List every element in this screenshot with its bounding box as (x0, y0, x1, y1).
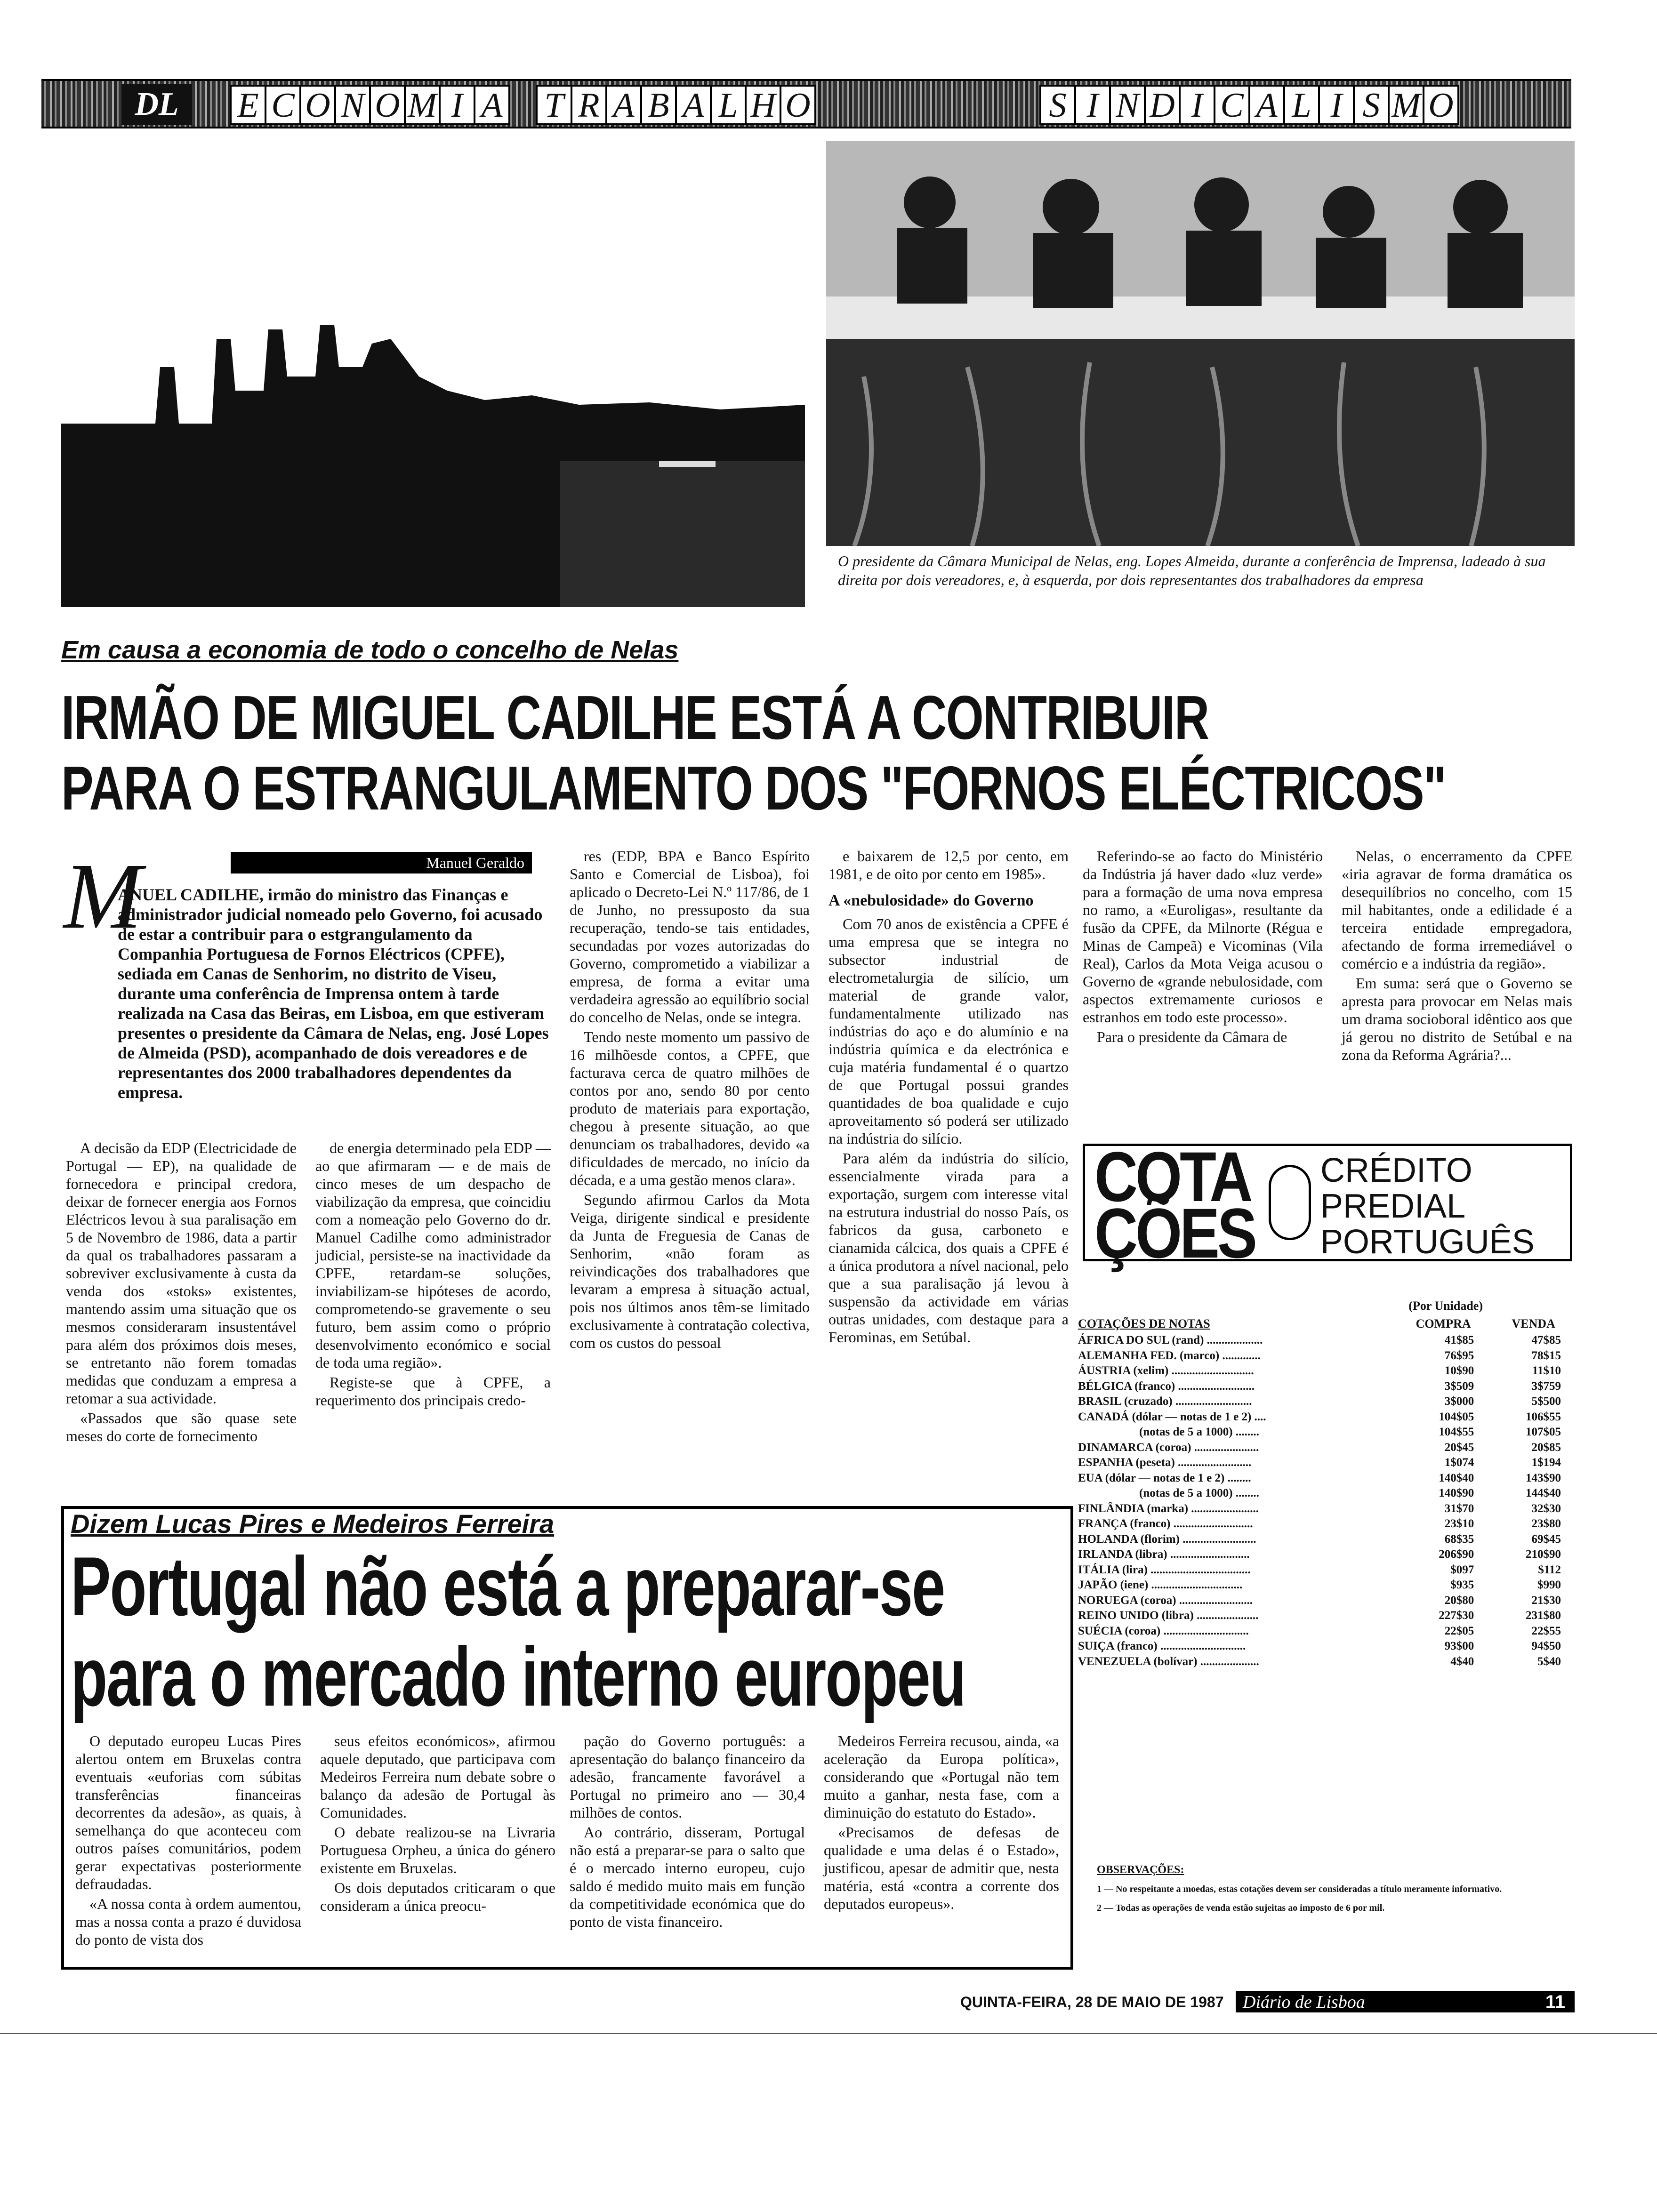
header-sell: VENDA (1512, 1317, 1555, 1330)
headline-line-1: IRMÃO DE MIGUEL CADILHE ESTÁ A CONTRIBUIR (61, 683, 1209, 752)
page-footer (960, 1991, 1575, 2012)
bank-name (1320, 1153, 1535, 1260)
column-paragraph: A decisão da EDP (Electricidade de Portugal — EP), na qualidade de fornecedora e principal credora, deixar de fornecer energia aos Fornos Eléctricos levou à sua paralisação em 5 de Novembro de 1986, data a partir da qual os trabalhadores passaram a sobreviver exclusivamente à custa da venda dos «stoks» existentes, mantendo assim uma situação que os mesmos consideraram insustentável para além dos próximos dois meses, se entretanto não forem tomadas medidas que conduzam a empresa a retomar a sua actividade. (66, 1139, 297, 1407)
table-row (1078, 1471, 1577, 1486)
currency-cell: (notas de 5 a 1000) ........ (1139, 1487, 1259, 1499)
buy-cell: 3$509 (1444, 1379, 1474, 1393)
table-row (1078, 1639, 1577, 1654)
article1-column-1 (66, 1139, 297, 1447)
currency-cell: HOLANDA (florim) ......................... (1078, 1532, 1256, 1546)
buy-cell: $097 (1450, 1563, 1474, 1576)
sell-cell: 47$85 (1531, 1334, 1561, 1346)
sell-cell: 5$40 (1537, 1655, 1561, 1668)
currency-cell: ÁFRICA DO SUL (rand) ................... (1078, 1334, 1263, 1346)
banner-letter: T (536, 85, 572, 125)
banner-letter: L (1283, 85, 1320, 125)
sell-cell: 32$30 (1531, 1502, 1561, 1515)
column-paragraph: Para o presidente da Câmara de (1097, 1028, 1287, 1045)
table-row (1078, 1624, 1577, 1639)
table-row (1078, 1593, 1577, 1609)
sell-cell: 3$759 (1531, 1379, 1561, 1393)
currency-cell: EUA (dólar — notas de 1 e 2) ........ (1078, 1471, 1251, 1484)
column-paragraph: seus efeitos económicos», afirmou aquele deputado, que participava com Medeiros Ferreira num debate sobre o balanço da adesão de Portugal às Comunidades. (320, 1732, 555, 1821)
buy-cell: 23$10 (1444, 1517, 1474, 1530)
sell-cell: 20$85 (1531, 1441, 1561, 1454)
newspaper-logo: DL (121, 84, 192, 125)
banner-letter: R (571, 85, 607, 125)
sell-cell: 94$50 (1531, 1640, 1561, 1652)
observations-title: OBSERVAÇÕES: (1097, 1864, 1184, 1876)
table-row (1078, 1363, 1577, 1379)
sell-cell: 5$500 (1531, 1395, 1561, 1408)
sell-cell: $990 (1537, 1579, 1561, 1591)
buy-cell: 20$45 (1444, 1441, 1474, 1454)
article1-column-2 (315, 1139, 551, 1411)
currency-cell: CANADÁ (dólar — notas de 1 e 2) .... (1078, 1410, 1266, 1423)
buy-cell: 206$90 (1439, 1548, 1474, 1561)
currency-cell: ALEMANHA FED. (marco) ............. (1078, 1349, 1261, 1362)
currency-cell: SUIÇA (franco) ............................. (1078, 1640, 1246, 1652)
page-number: 11 (1545, 1992, 1565, 2012)
article1-column-4 (828, 847, 1069, 1348)
currency-cell: IRLANDA (libra) ........................... (1078, 1548, 1250, 1561)
banner-letter: N (1109, 85, 1146, 125)
banner-letter: I (1318, 85, 1355, 125)
buy-cell: 10$90 (1444, 1364, 1474, 1377)
currency-cell: FINLÂNDIA (marka) ....................... (1078, 1502, 1259, 1515)
column-paragraph: Em suma: será que o Governo se apresta para provocar em Nelas mais um drama socioboral idêntico aos que já gerou no distrito de Setúbal e na zona da Reforma Agrária?... (1342, 975, 1572, 1063)
section-word-economia (230, 85, 508, 125)
currency-cell: VENEZUELA (bolívar) .................... (1078, 1655, 1259, 1668)
bottom-rule (0, 2033, 1657, 2034)
bank-name-line-2: PREDIAL (1320, 1187, 1466, 1225)
buy-cell: 140$40 (1439, 1471, 1474, 1484)
currency-cell: SUÉCIA (coroa) ............................. (1078, 1624, 1249, 1637)
sell-cell: $112 (1538, 1563, 1561, 1576)
factory-photo (61, 282, 805, 607)
currency-cell: JAPÃO (iene) ............................... (1078, 1579, 1243, 1591)
sell-cell: 106$55 (1526, 1410, 1561, 1423)
table-row (1078, 1348, 1577, 1364)
currency-cell: ÁUSTRIA (xelim) ............................ (1078, 1364, 1254, 1377)
buy-cell: 3$000 (1444, 1395, 1474, 1408)
buy-cell: 76$95 (1444, 1349, 1474, 1362)
column-paragraph: pação do Governo português: a apresentação do balanço financeiro da adesão, francamente favorável a Portugal no primeiro ano — 30,4 milhões de contos. (570, 1732, 805, 1821)
currency-cell: ITÁLIA (lira) .................................. (1078, 1563, 1251, 1576)
column-paragraph: «Passados que são quase sete meses do corte de fornecimento (66, 1410, 297, 1444)
table-row (1078, 1578, 1577, 1593)
column-paragraph: Os dois deputados criticaram o que consideram a única preocu- (320, 1879, 555, 1914)
section-word-sindicalismo (1039, 85, 1457, 125)
column-paragraph: Segundo afirmou Carlos da Mota Veiga, dirigente sindical e presidente da Junta de Freguesia de Canas de Senhorim, «não foram as reivindicações dos trabalhadores que levaram a empresa à situação actual, pois nos últimos anos têm-se limitado exclusivamente à contratação colectiva, com os custos do pessoal (570, 1191, 810, 1351)
headline-line-1: Portugal não está a preparar-se (71, 1539, 945, 1633)
press-conference-photo (826, 141, 1575, 546)
buy-cell: 93$00 (1444, 1640, 1474, 1652)
section-word-trabalho (536, 85, 814, 125)
column-paragraph: O debate realizou-se na Livraria Portuguesa Orpheu, a única do género existente em Bruxelas. (320, 1824, 555, 1876)
table-row (1078, 1333, 1577, 1348)
currency-cell: BRASIL (cruzado) .......................... (1078, 1395, 1252, 1408)
sell-cell: 11$10 (1532, 1364, 1561, 1377)
table-row (1078, 1501, 1577, 1517)
column-body (828, 915, 1069, 1346)
sell-cell: 22$55 (1531, 1624, 1561, 1637)
banner-letter: C (265, 85, 301, 125)
column-paragraph: Com 70 anos de existência a CPFE é uma empresa que se integra no subsector industrial de electrometalurgia de silício, um material de grande valor, fundamentalmente utilizado nas indústrias do aço e do alumínio e na indústria química e da electrónica e cuja matéria fundamental é o quartzo de que Portugal possui grandes quantidades de boa qualidade e cujo aproveitamento só poderá ser utilizado na indústria do silício. (828, 915, 1069, 1147)
currency-cell: REINO UNIDO (libra) ..................... (1078, 1609, 1259, 1622)
banner-letter: A (675, 85, 712, 125)
table-row (1078, 1410, 1577, 1425)
column-paragraph: Nelas, o encerramento da CPFE «iria agravar de forma dramática os desequilíbrios no concelho, com 15 mil habitantes, onde a edilidade é a terceira entidade empregadora, afectando de forma irremediável o comércio e a indústria da região». (1342, 848, 1572, 972)
currency-cell: ESPANHA (peseta) ......................... (1078, 1456, 1252, 1469)
banner-letter: M (1388, 85, 1424, 125)
banner-letter: D (1144, 85, 1181, 125)
currency-cell: FRANÇA (franco) ........................... (1078, 1517, 1253, 1530)
banner-letter: I (1179, 85, 1215, 125)
buy-cell: $935 (1450, 1579, 1474, 1591)
table-row (1078, 1379, 1577, 1395)
observations (1097, 1864, 1572, 1921)
observation-1: 1 — No respeitante a moedas, estas cotações devem ser consideradas a título meramente informativo. (1097, 1884, 1502, 1894)
banner-letter: B (640, 85, 677, 125)
article1-column-5 (1083, 847, 1323, 1048)
buy-cell: 22$05 (1444, 1624, 1474, 1637)
banner-letter: L (710, 85, 747, 125)
sell-cell: 78$15 (1531, 1349, 1561, 1362)
rates-body (1078, 1333, 1577, 1669)
bank-emblem-icon (1269, 1165, 1311, 1240)
banner-letter: A (474, 85, 510, 125)
banner-letter: M (404, 85, 441, 125)
buy-cell: 20$80 (1444, 1594, 1474, 1607)
article2-column-4 (824, 1732, 1059, 1915)
per-unit-label: (Por Unidade) (1408, 1299, 1483, 1313)
table-row (1078, 1440, 1577, 1456)
banner-letter: A (605, 85, 642, 125)
banner-letter: I (439, 85, 475, 125)
banner-letter: O (1423, 85, 1459, 125)
sell-cell: 21$30 (1531, 1594, 1561, 1607)
table-row (1078, 1654, 1577, 1670)
buy-cell: 4$40 (1450, 1655, 1474, 1668)
currency-cell: BÉLGICA (franco) .......................... (1078, 1379, 1255, 1393)
banner-letter: O (299, 85, 336, 125)
publication-date: QUINTA-FEIRA, 28 DE MAIO DE 1987 (960, 1994, 1224, 2011)
buy-cell: 104$05 (1439, 1410, 1474, 1423)
column-paragraph: Para além da indústria do silício, essencialmente virada para a exportação, surgem com interesse vital na estrutura industrial do nosso País, os fabricos da gusa, carboneto e cianamida cálcica, dos quais a CPFE é a única produtora a nível nacional, pelo que a sua paralisação já levou à suspensão da actividade em várias outras unidades, com destaque para a Ferominas, em Setúbal. (828, 1150, 1069, 1346)
column-paragraph: «Precisamos de defesas de qualidade e uma delas é o Estado», justificou, apesar de admitir que, nesta matéria, está «contra a corrente dos deputados europeus». (824, 1824, 1059, 1912)
article1-kicker: Em causa a economia de todo o concelho de Nelas (61, 636, 679, 664)
photo-caption: O presidente da Câmara Municipal de Nelas, eng. Lopes Almeida, durante a conferência de Imprensa, ladeado à sua direita por dois vereadores, e, à esquerda, por dois representantes dos trabalhadores da empresa (838, 553, 1546, 588)
press-conference-illustration (826, 141, 1575, 546)
banner-letter: S (1039, 85, 1076, 125)
newspaper-name: Diário de Lisboa (1243, 1992, 1365, 2012)
buy-cell: 31$70 (1444, 1502, 1474, 1515)
banner-letter: C (1214, 85, 1250, 125)
sell-cell: 23$80 (1531, 1517, 1561, 1530)
bank-name-line-1: CRÉDITO (1320, 1152, 1472, 1189)
banner-letter: H (745, 85, 781, 125)
banner-letter: E (230, 85, 266, 125)
article1-subhead: A «nebulosidade» do Governo (828, 892, 1034, 909)
article1-lead: ANUEL CADILHE, irmão do ministro das Finanças e administrador judicial nomeado pelo Governo, foi acusado de estar a contribuir para o estgrangulamento da Companhia Portuguesa de Fornos Eléctricos (CPFE), sediada em Canas de Senhorim, no distrito de Viseu, durante uma conferência de Imprensa ontem à tarde realizada na Casa das Beiras, em Lisboa, em que estiveram presentes o presidente da Câmara de Nelas, eng. José Lopes de Almeida (PSD), acompanhado de dois vereadores e de representantes dos 2000 trabalhadores dependentes da empresa. (118, 885, 549, 1102)
sell-cell: 69$45 (1531, 1532, 1561, 1546)
column-paragraph: de energia determinado pela EDP — ao que afirmaram — e de mais de cinco meses de um despacho de viabilização da empresa, que coincidiu com a nomeação pelo Governo do dr. Manuel Cadilhe como administrador judicial, persiste-se na inactividade da CPFE, retardam-se soluções, inviabilizam-se hipóteses de acordo, comprometendo-se gravemente o seu futuro, bem assim como o próprio desenvolvimento económico e social de toda uma região». (315, 1139, 551, 1371)
sell-cell: 1$194 (1531, 1456, 1561, 1469)
column-paragraph: Tendo neste momento um passivo de 16 milhõesde contos, a CPFE, que facturava cerca de quatro milhões de contos por ano, sendo 80 por cento produto de materiais para exportação, chegou à presente situação, ao que denunciam os trabalhadores, devido «a dificuldades de mercado, no início da década, e a uma gestão menos clara». (570, 1028, 810, 1188)
cotacoes-title (1094, 1137, 1255, 1273)
buy-cell: 68$35 (1444, 1532, 1474, 1546)
column-paragraph: «A nossa conta à ordem aumentou, mas a nossa conta a prazo é duvidosa do ponto de vista dos (75, 1895, 301, 1948)
table-row (1078, 1425, 1577, 1440)
currency-cell: NORUEGA (coroa) ......................... (1078, 1594, 1253, 1607)
article2-column-2 (320, 1732, 555, 1916)
article1-column-3 (570, 847, 810, 1354)
cotacoes-title-line-1: COTA (1094, 1137, 1251, 1216)
drop-cap: M (64, 844, 142, 948)
column-paragraph: Registe-se que à CPFE, a requerimento dos principais credo- (315, 1374, 551, 1409)
table-row (1078, 1547, 1577, 1563)
banner-letter: A (1248, 85, 1285, 125)
article2-headline (71, 1539, 965, 1723)
header-currency: COTAÇÕES DE NOTAS (1078, 1317, 1210, 1330)
banner-letter: N (334, 85, 371, 125)
table-row (1078, 1455, 1577, 1471)
column-paragraph: O deputado europeu Lucas Pires alertou ontem em Bruxelas contra eventuais «euforias com súbitas transferências financeiras decorrentes da adesão», as quais, à semelhança do que aconteceu com outros países comunitários, podem gerar expectativas posteriormente defraudadas. (75, 1732, 301, 1892)
cotacoes-header (1083, 1137, 1572, 1273)
buy-cell: 1$074 (1444, 1456, 1474, 1469)
sell-cell: 210$90 (1526, 1548, 1561, 1561)
table-row (1078, 1394, 1577, 1410)
buy-cell: 227$30 (1439, 1609, 1474, 1622)
table-row (1078, 1516, 1577, 1532)
currency-cell: DINAMARCA (coroa) ...................... (1078, 1441, 1259, 1454)
column-paragraph: Ao contrário, disseram, Portugal não está a preparar-se para o salto que é o mercado interno europeu, cujo saldo é medido muito mais em função da competitividade económica que do ponto de vista financeiro. (570, 1824, 805, 1930)
banner-letter: I (1074, 85, 1111, 125)
currency-cell: (notas de 5 a 1000) ........ (1139, 1426, 1259, 1438)
header-buy: COMPRA (1416, 1317, 1471, 1330)
observation-2: 2 — Todas as operações de venda estão sujeitas ao imposto de 6 por mil. (1097, 1903, 1385, 1913)
article2-column-3 (570, 1732, 805, 1932)
column-paragraph: e baixarem de 12,5 por cento, em 1981, e de oito por cento em 1985». (828, 848, 1069, 882)
article2-column-1 (75, 1732, 301, 1950)
table-row (1078, 1486, 1577, 1501)
column-paragraph: Medeiros Ferreira recusou, ainda, «a aceleração da Europa política», considerando que «Portugal não tem muito a ganhar, nesta fase, com a diminuição do estatuto do Estado». (824, 1732, 1059, 1821)
headline-line-2: PARA O ESTRANGULAMENTO DOS "FORNOS ELÉCTRICOS" (61, 753, 1446, 823)
article1-column-6 (1342, 847, 1572, 1066)
banner-letter: O (780, 85, 816, 125)
sell-cell: 231$80 (1526, 1609, 1561, 1622)
table-row (1078, 1563, 1577, 1578)
column-paragraph: res (EDP, BPA e Banco Espírito Santo e Comercial de Lisboa), foi aplicado o Decreto-Lei N.º 117/86, de 1 de Junho, no pressuposto da sua recuperação, tendo-se tais entidades, secundadas por vozes autorizadas do Governo, comprometido a viabilizar a empresa, de forma a evitar uma verdadeira agressão ao equilíbrio social do concelho de Nelas, onde se integra. (570, 848, 810, 1026)
cotacoes-title-line-2: ÇÕES (1094, 1194, 1255, 1273)
table-row (1078, 1608, 1577, 1624)
bank-name-line-3: PORTUGUÊS (1320, 1223, 1535, 1261)
section-banner (41, 79, 1571, 128)
buy-cell: 41$85 (1444, 1334, 1474, 1346)
article2-kicker: Dizem Lucas Pires e Medeiros Ferreira (71, 1509, 555, 1539)
table-header-row (1078, 1317, 1577, 1333)
exchange-rates-table (1078, 1299, 1577, 1669)
article1-headline (61, 682, 1446, 824)
table-row (1078, 1532, 1577, 1547)
buy-cell: 104$55 (1439, 1426, 1474, 1438)
headline-line-2: para o mercado interno europeu (71, 1630, 965, 1723)
buy-cell: 140$90 (1439, 1487, 1474, 1499)
banner-letter: O (369, 85, 406, 125)
sell-cell: 144$40 (1526, 1487, 1561, 1499)
sell-cell: 143$90 (1526, 1471, 1561, 1484)
byline: Manuel Geraldo (231, 852, 532, 874)
banner-letter: S (1353, 85, 1390, 125)
column-paragraph: Referindo-se ao facto do Ministério da Indústria já haver dado «luz verde» para a formação de uma nova empresa no ramo, a «Euroligas», resultante da fusão da CPFE, da Milnorte (Régua e Minas de Campeã) e Vicominas (Vila Real), Carlos da Mota Veiga acusou o Governo de «grande nebulosidade, com aspectos extremamente curiosos e estranhos em todo este processo». (1083, 848, 1323, 1026)
sell-cell: 107$05 (1526, 1426, 1561, 1438)
